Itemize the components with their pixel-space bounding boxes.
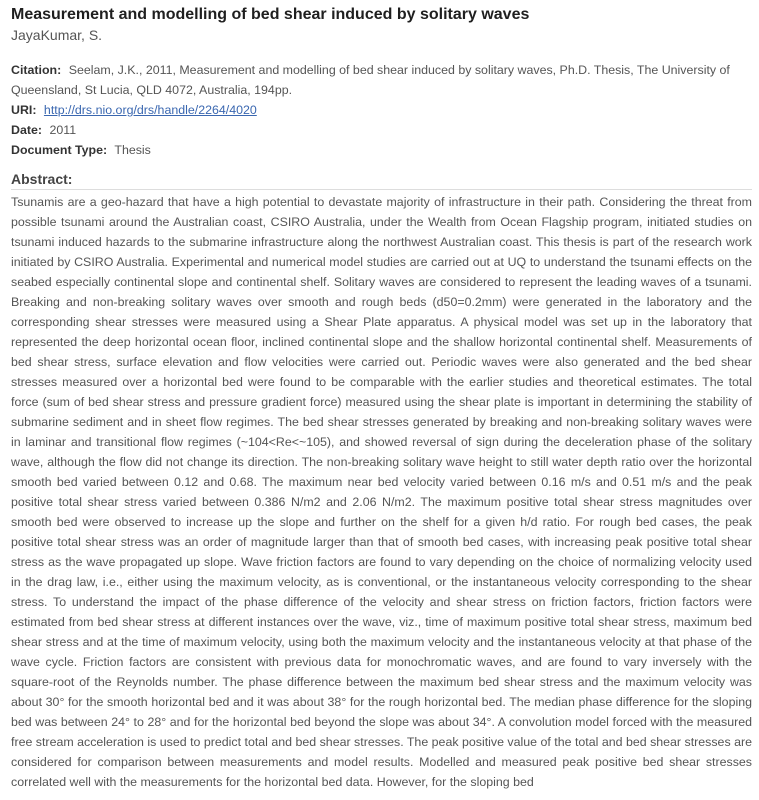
page-title: Measurement and modelling of bed shear induced by solitary waves bbox=[11, 6, 530, 23]
date-value: 2011 bbox=[49, 123, 77, 137]
date-label: Date: bbox=[11, 123, 42, 137]
doctype-row bbox=[11, 140, 752, 160]
uri-link[interactable]: http://drs.nio.org/drs/handle/2264/4020 bbox=[43, 103, 257, 117]
metadata-block bbox=[11, 60, 752, 160]
uri-label: URI: bbox=[11, 103, 37, 117]
doctype-value: Thesis bbox=[114, 143, 151, 157]
citation-value: Seelam, J.K., 2011, Measurement and modelling of bed shear induced by solitary waves, Ph.D. Thesis, The University of Queensland, St Lucia, QLD 4072, Australia, 194pp. bbox=[11, 63, 730, 97]
citation-label: Citation: bbox=[11, 63, 62, 77]
uri-row bbox=[11, 100, 752, 120]
doctype-label: Document Type: bbox=[11, 143, 108, 157]
abstract-text: Tsunamis are a geo-hazard that have a high potential to devastate majority of infrastructure in their path. Considering the threat from possible tsunami around the Australian coast, CSIRO Australia, under the Wealth from Ocean Flagship program, initiated studies on tsunami induced hazards to the submarine infrastructure along the northwest Australian coast. This thesis is part of the research work initiated by CSIRO Australia. Experimental and numerical model studies are carried out at UQ to understand the tsunami effects on the seabed especially continental slope and continental shelf. Solitary waves are considered to represent the leading waves of a tsunami. Breaking and non-breaking solitary waves over smooth and rough beds (d50=0.2mm) were generated in the laboratory and the corresponding shear stresses were measured using a Shear Plate apparatus. A physical model was set up in the laboratory that represented the deep horizontal ocean floor, inclined continental slope and the shallow horizontal continental shelf. Measurements of bed shear stress, surface elevation and flow velocities were carried out. Periodic waves were also generated and the bed shear stresses measured over a horizontal bed were found to be comparable with the earlier studies and theoretical estimates. The total force (sum of bed shear stress and pressure gradient force) measured using the shear plate is important in determining the stability of submarine sediment and in sheet flow regimes. The bed shear stresses generated by breaking and non-breaking solitary waves were in laminar and transitional flow regimes (~104<Re<~105), and showed reversal of sign during the deceleration phase of the solitary wave, although the flow did not change its direction. The non-breaking solitary wave height to still water depth ratio over the horizontal smooth bed varied between 0.12 and 0.68. The maximum near bed velocity varied between 0.16 m/s and 0.51 m/s and the peak positive total shear stress varied between 0.386 N/m2 and 2.06 N/m2. The maximum positive total shear stress magnitudes over smooth bed were observed to increase up the slope and further on the shelf for a given h/d ratio. For rough bed cases, the peak positive total shear stress was an order of magnitude larger than that of smooth bed cases, with increasing peak positive total shear stress as the wave propagated up slope. Wave friction factors are found to vary depending on the choice of normalizing velocity used in the drag law, i.e., either using the maximum velocity, as is conventional, or the instantaneous velocity corresponding to the shear stress. To understand the impact of the phase difference of the velocity and shear stress on friction factors, friction factors were estimated from bed shear stress at different instances over the wave, viz., time of maximum positive total shear stress, maximum bed shear stress and at the time of maximum velocity, using both the maximum velocity and the instantaneous velocity at that phase of the wave cycle. Friction factors are consistent with previous data for monochromatic waves, and are found to vary inversely with the square-root of the Reynolds number. The phase difference between the maximum bed shear stress and the maximum velocity was about 30° for the smooth horizontal bed and it was about 38° for the rough horizontal bed. The median phase difference for the sloping bed was between 24° to 28° and for the horizontal bed beyond the slope was about 34°. A convolution model forced with the measured free stream acceleration is used to predict total and bed shear stresses. The peak positive value of the total and bed shear stresses are considered for comparison between measurements and model results. Modelled and measured peak positive bed shear stresses correlated well with the measurements for the horizontal bed data. However, for the sloping bed bbox=[11, 195, 752, 789]
record-view bbox=[11, 5, 752, 792]
abstract-heading: Abstract: bbox=[11, 170, 752, 190]
citation-row bbox=[11, 60, 752, 100]
date-row bbox=[11, 120, 752, 140]
author-name: JayaKumar, S. bbox=[11, 27, 103, 43]
